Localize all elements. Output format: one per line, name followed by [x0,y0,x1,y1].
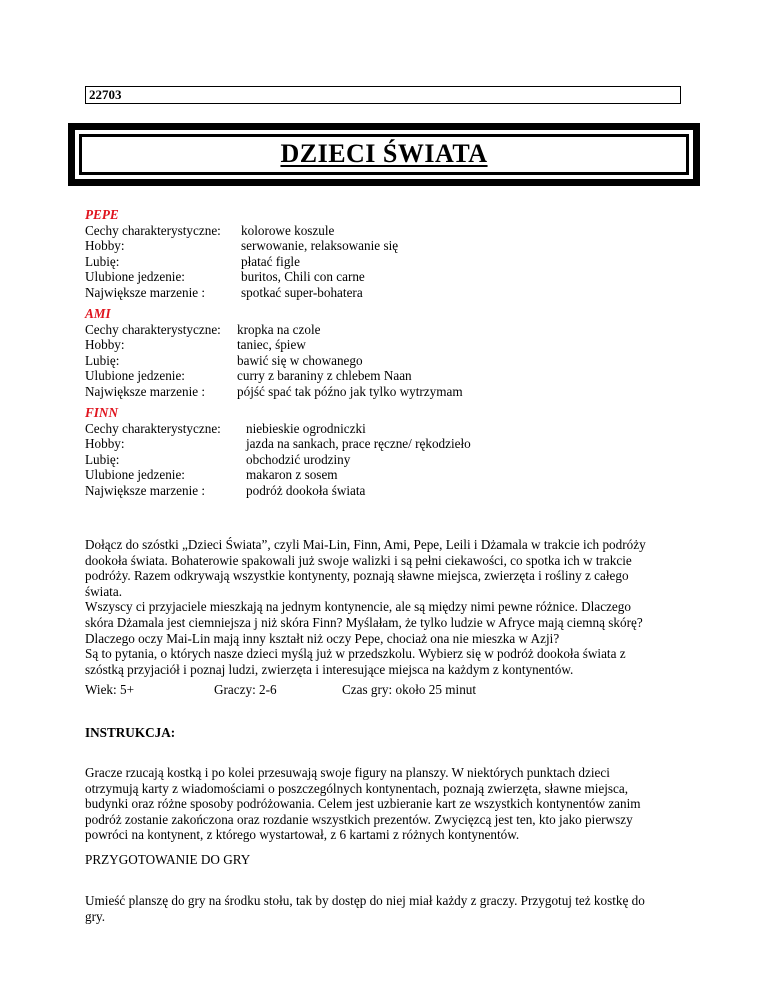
intro-line: podróży. Razem odkrywają wszystkie kontynenty, poznają sławne miejsca, zwierzęta i rośliny z całego [85,568,629,584]
meta-time: Czas gry: około 25 minut [342,682,477,697]
instructions-line: budynki oraz różne sposoby podróżowania. Celem jest uzbieranie kart ze wszystkich kontynentów zanim [85,796,641,812]
row-label: Hobby: [85,238,125,254]
intro-line: Dlaczego oczy Mai-Lin mają inny kształt niż oczy Pepe, chociaż ona nie mieszka w Azji? [85,630,560,646]
intro-line: Wszyscy ci przyjaciele mieszkają na jednym kontynencie, ale są między nimi pewne różnice. Dlaczego [85,599,631,615]
instructions-line: powróci na kontynent, z którego wystartował, z 6 kartami z różnych kontynentów. [85,827,520,843]
instructions-paragraph [85,765,685,843]
row-label: Hobby: [85,436,125,452]
intro-line: dookoła świata. Bohaterowie spakowali już swoje walizki i są pełni ciekawości, co spotka ich w trakcie [85,552,632,568]
row-label: Największe marzenie : [85,482,206,498]
row-value: płatać figle [241,253,300,269]
row-label: Ulubione jedzenie: [85,368,185,384]
row-value: podróż dookoła świata [246,482,366,498]
row-label: Hobby: [85,337,125,353]
row-label: Lubię: [85,451,120,467]
row-value: pójść spać tak późno jak tylko wytrzymam [237,383,463,399]
row-value: kropka na czole [237,321,321,337]
row-value: spotkać super-bohatera [241,284,363,300]
instructions-line: otrzymują karty z wiadomościami o poszczególnych kontynentach, poznają zwierzęta, sławne miejsca, [85,780,629,796]
character-name: FINN [85,405,118,420]
row-value: niebieskie ogrodniczki [246,420,366,436]
setup-line: gry. [85,908,106,924]
row-label: Największe marzenie : [85,284,206,300]
row-label: Ulubione jedzenie: [85,467,185,483]
row-label: Ulubione jedzenie: [85,269,185,285]
meta-players: Graczy: 2-6 [214,682,277,697]
row-value: bawić się w chowanego [237,352,363,368]
instructions-line: podróż zostanie zakończona oraz rozdanie wszystkich prezentów. Zwycięzcą jest ten, kto jako pierwszy [85,811,633,827]
row-label: Lubię: [85,352,120,368]
row-value: makaron z sosem [246,467,338,483]
intro-line: skóra Dżamala jest ciemniejsza j niż skóra Finn? Myślałam, że tylko ludzie w Afryce mają ciemną skórę? [85,614,643,630]
intro-line: szóstką przyjaciół i poznaj ludzi, zwierzęta i interesujące miejsca na każdym z kontynentów. [85,661,574,677]
row-value: taniec, śpiew [237,337,306,353]
character-ami [85,306,463,400]
row-value: obchodzić urodziny [246,451,351,467]
intro-line: Dołącz do szóstki „Dzieci Świata”, czyli Mai-Lin, Finn, Ami, Pepe, Leili i Dżamala w trakcie ich podróży [85,537,646,552]
setup-paragraph [85,893,685,924]
character-name: AMI [85,306,111,321]
row-value: curry z baraniny z chlebem Naan [237,368,412,384]
title-frame [68,123,700,186]
row-label: Lubię: [85,253,120,269]
setup-line: Umieść planszę do gry na środku stołu, tak by dostęp do niej miał każdy z graczy. Przygotuj też kostkę do [85,893,645,908]
document-code: 22703 [89,87,122,102]
row-value: kolorowe koszule [241,222,335,238]
character-finn [85,405,471,499]
character-name: PEPE [85,207,119,222]
intro-paragraph [85,537,685,677]
row-value: buritos, Chili con carne [241,269,365,285]
character-pepe [85,207,398,301]
instructions-heading: INSTRUKCJA: [85,725,176,740]
meta-age: Wiek: 5+ [85,682,135,697]
row-label: Cechy charakterystyczne: [85,222,221,238]
row-label: Cechy charakterystyczne: [85,321,221,337]
intro-line: Są to pytania, o których nasze dzieci myślą już w przedszkolu. Wybierz się w podróż dookoła świata z [85,646,626,662]
row-value: jazda na sankach, prace ręczne/ rękodzieło [246,436,471,452]
row-label: Cechy charakterystyczne: [85,420,221,436]
intro-line: świata. [85,583,122,599]
setup-heading: PRZYGOTOWANIE DO GRY [85,852,251,867]
instructions-line: Gracze rzucają kostką i po kolei przesuwają swoje figury na planszy. W niektórych punktach dzieci [85,765,610,780]
document-code-box [85,86,681,104]
row-label: Największe marzenie : [85,383,206,399]
page-title: DZIECI ŚWIATA [280,139,488,168]
row-value: serwowanie, relaksowanie się [241,238,399,254]
